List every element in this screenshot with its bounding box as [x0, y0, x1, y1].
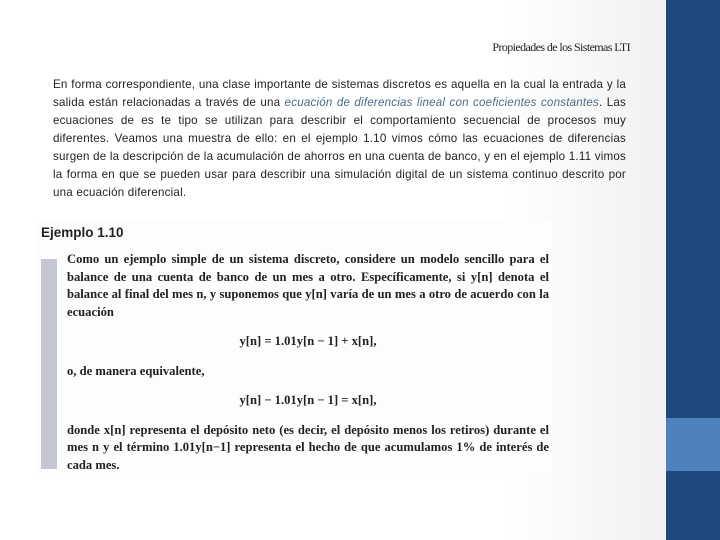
equation-1: y[n] = 1.01y[n − 1] + x[n],: [239, 334, 377, 348]
example-side-bar: [41, 259, 57, 469]
example-heading: Ejemplo 1.10: [41, 225, 124, 240]
body-paragraph: [53, 76, 626, 202]
sidebar-decoration: [666, 0, 720, 540]
paragraph-text-end: . Las ecuaciones de es te tipo se utilizan para describir el comportamiento secuencial de procesos muy diferentes. Veamos una muestra de ello: en el ejemplo 1.10 vimos cómo las ecuaciones de diferencias surgen de la descripción de la acumulación de ahorros en una cuenta de banco, y en el ejemplo 1.11 vimos la forma en que se pueden usar para describir una simulación digital de un sistema continuo descrito por una ecuación diferencial.: [53, 96, 626, 199]
sidebar-accent: [666, 418, 720, 471]
slide-title: Propiedades de los Sistemas LTI: [492, 40, 630, 54]
example-text-1: Como un ejemplo simple de un sistema discreto, considere un modelo sencillo para el balance de una cuenta de banco de un mes a otro. Específicamente, si y[n] denota el balance al final del mes n, y suponemos que y[n] varía de un mes a otro de acuerdo con la ecuación: [67, 252, 549, 319]
example-text-2: o, de manera equivalente,: [67, 363, 205, 378]
paragraph-text: En forma correspondiente, una clase importante de sistemas discretos es aquella en la cual la entrada y la salida están relacionadas a través de una: [53, 78, 626, 109]
example-body: [67, 251, 549, 474]
equation-2: y[n] − 1.01y[n − 1] = x[n],: [239, 393, 377, 407]
paragraph-emphasis: ecuación de diferencias lineal con coeficientes constantes: [284, 96, 600, 109]
example-text-3: donde x[n] representa el depósito neto (es decir, el depósito menos los retiros) durante el mes n y el término 1.01y[n−1] representa el hecho de que acumulamos 1% de interés de cada mes.: [67, 422, 549, 472]
example-image: [37, 221, 553, 473]
